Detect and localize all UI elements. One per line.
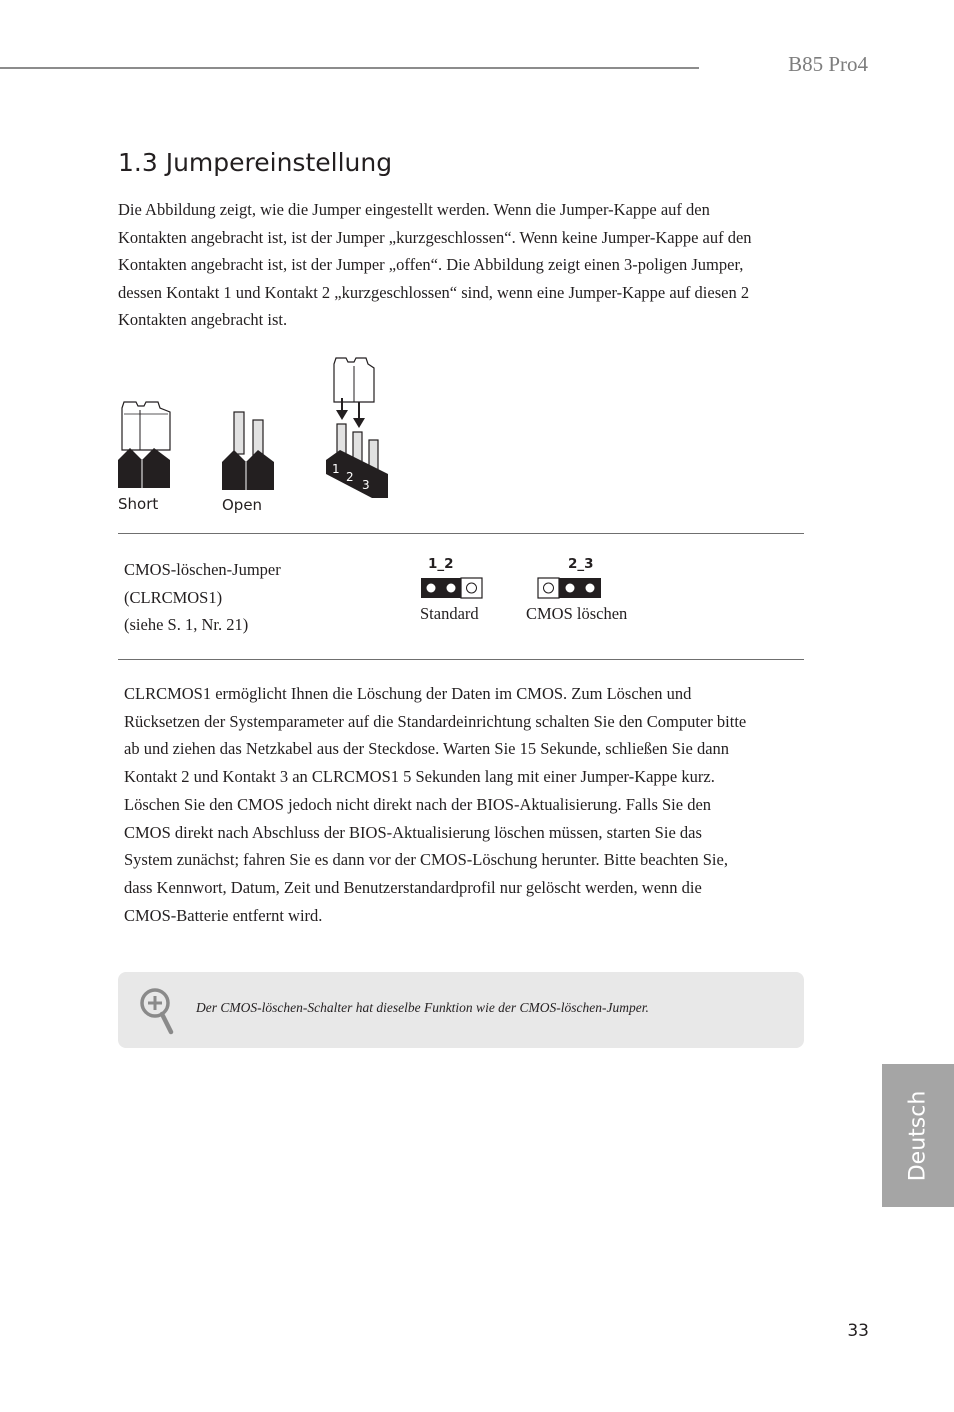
clear-pins-label: 2_3: [568, 556, 594, 572]
open-jumper-graphic: [222, 412, 274, 490]
page-number: 33: [847, 1321, 869, 1341]
standard-caption: Standard: [420, 604, 479, 623]
clear-pin-header-icon: [537, 577, 603, 599]
table-bottom-rule: [118, 659, 804, 660]
pin-number-2: 2: [346, 470, 354, 484]
language-tab-label: Deutsch: [905, 1090, 931, 1181]
header-rule: [0, 67, 699, 69]
jumper-name: [124, 556, 281, 639]
standard-pin-header-icon: [420, 577, 484, 599]
section-title: 1.3 Jumpereinstellung: [118, 148, 393, 177]
jumper-name-line-2: (CLRCMOS1): [124, 587, 223, 607]
jumper-name-line-3: (siehe S. 1, Nr. 21): [124, 615, 249, 635]
pin-number-3: 3: [362, 478, 370, 492]
note-box: [118, 972, 804, 1048]
short-label: Short: [118, 495, 159, 513]
open-label: Open: [222, 496, 263, 514]
pin-number-1: 1: [332, 462, 340, 476]
three-pin-jumper-graphic: [326, 358, 388, 498]
jumper-standard-setting: [420, 556, 500, 636]
table-top-rule: [118, 533, 804, 534]
clrcmos-description: CLRCMOS1 ermöglicht Ihnen die Löschung der Daten im CMOS. Zum Löschen und Rücksetzen der Systemparameter auf die Standardeinrichtung schalten Sie den Computer bitte ab und ziehen das Netzkabel aus der Steckdose. Warten Sie 15 Sekunde, schließen Sie dann Kontakt 2 und Kontakt 3 an CLRCMOS1 5 Sekunden lang mit einer Jumper-Kappe kurz. Löschen Sie den CMOS jedoch nicht direkt nach der BIOS-Aktualisierung. Falls Sie den CMOS direkt nach Abschluss der BIOS-Aktualisierung löschen müssen, starten Sie das System zunächst; fahren Sie es dann vor der CMOS-Löschung herunter. Bitte beachten Sie, dass Kennwort, Datum, Zeit und Benutzerstandardprofil nur gelöscht werden, wenn die CMOS-Batterie entfernt wird.: [124, 684, 747, 925]
language-tab: [882, 1064, 954, 1207]
clear-caption: CMOS löschen: [526, 604, 628, 623]
standard-pins-label: 1_2: [428, 556, 454, 572]
jumper-diagrams: [110, 350, 410, 520]
header-product-name: B85 Pro4: [788, 52, 868, 76]
intro-paragraph: Die Abbildung zeigt, wie die Jumper eingestellt werden. Wenn die Jumper-Kappe auf den Kontakten angebracht ist, ist der Jumper „kurzgeschlossen“. Wenn keine Jumper-Kappe auf den Kontakten angebracht ist, ist der Jumper „offen“. Die Abbildung zeigt einen 3-poligen Jumper, dessen Kontakt 1 und Kontakt 2 „kurzgeschlossen“ sind, wenn eine Jumper-Kappe auf diesen 2 Kontakten angebracht ist.: [118, 200, 752, 330]
short-jumper-graphic: [118, 402, 170, 488]
note-text: Der CMOS-löschen-Schalter hat dieselbe Funktion wie der CMOS-löschen-Jumper.: [196, 1000, 649, 1015]
magnifier-plus-icon: [138, 986, 178, 1036]
jumper-clear-setting: [526, 556, 656, 636]
jumper-name-line-1: CMOS-löschen-Jumper: [124, 560, 281, 579]
